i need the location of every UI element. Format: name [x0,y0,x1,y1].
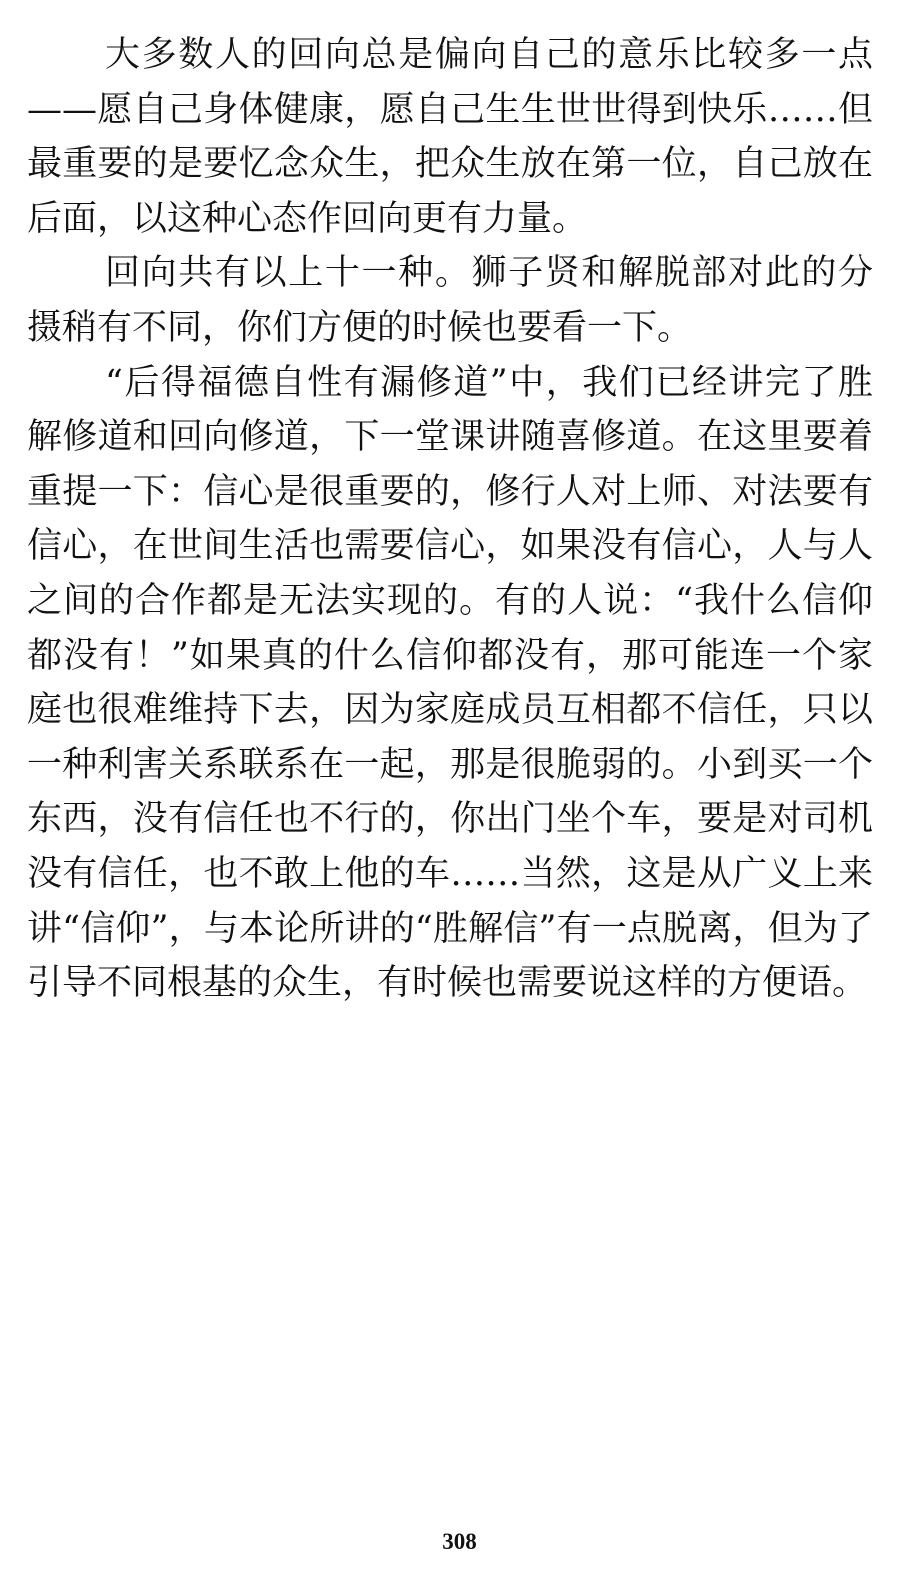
body-text [27,28,873,1011]
page-number: 308 [442,1529,477,1554]
paragraph-dedication-intent: 大多数人的回向总是偏向自己的意乐比较多一点——愿自己身体健康，愿自己生生世世得到快乐……但最重要的是要忆念众生，把众生放在第一位，自己放在后面，以这种心态作回向更有力量。 [27,35,873,239]
paragraph-faith: “后得福德自性有漏修道”中，我们已经讲完了胜解修道和回向修道，下一堂课讲随喜修道。在这里要着重提一下：信心是很重要的，修行人对上师、对法要有信心，在世间生活也需要信心，如果没有信心，人与人之间的合作都是无法实现的。有的人说：“我什么信仰都没有！”如果真的什么信仰都没有，那可能连一个家庭也很难维持下去，因为家庭成员互相都不信任，只以一种利害关系联系在一起，那是很脆弱的。小到买一个东西，没有信任也不行的，你出门坐个车，要是对司机没有信任，也不敢上他的车……当然，这是从广义上来讲“信仰”，与本论所讲的“胜解信”有一点脱离，但为了引导不同根基的众生，有时候也需要说这样的方便语。 [27,362,873,1004]
paragraph-dedication-summary: 回向共有以上十一种。狮子贤和解脱部对此的分摄稍有不同，你们方便的时候也要看一下。 [27,253,873,348]
